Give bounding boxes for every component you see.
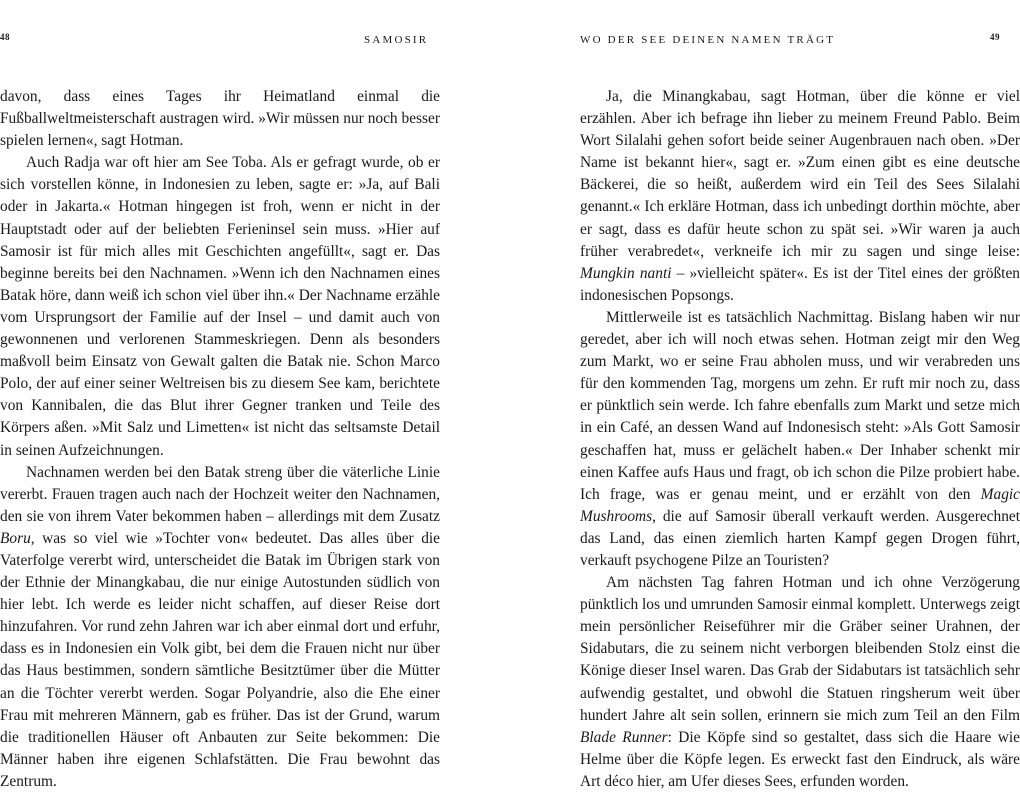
paragraph <box>0 152 440 461</box>
italic-film-title: Blade Runner <box>580 728 668 746</box>
right-running-head: WO DER SEE DEINEN NAMEN TRÄGT <box>580 34 836 46</box>
right-page <box>560 0 1020 800</box>
paragraph <box>580 307 1020 572</box>
text-segment: Auch Radja war oft hier am See Toba. Als er gefragt wurde, ob er sich vorstellen könne, in Indonesien zu leben, sagte er: »Ja, auf Bali oder in Jakarta.« Hotman hingegen ist froh, wenn er nicht in der Hauptstadt oder auf der beliebten Ferieninsel sein muss. »Hier auf Samosir ist für mich alles mit Geschichten angefüllt«, sagt er. Das beginne bereits bei den Nachnamen. »Wenn ich den Nachnamen eines Batak höre, dann weiß ich schon viel über ihn.« Der Nachname erzähle vom Ursprungsort der Familie auf der Insel – und damit auch von gewonnenen und verlorenen Stammeskriegen. Denn als besonders maßvoll beim Einsatz von Gewalt galten die Batak nie. Schon Marco Polo, der auf einer seiner Weltreisen bis zu diesem See kam, berichtete von Kannibalen, die das Blut ihrer Gegner tranken und Teile des Körpers aßen. »Mit Salz und Limetten« ist nicht das seltsamste Detail in seinen Aufzeichnungen. <box>0 154 440 459</box>
text-segment: , die auf Samosir überall verkauft werden. Ausgerechnet das Land, das einen ziemlich harten Kampf gegen Drogen führt, verkauft psychogene Pilze an Touristen? <box>580 507 1020 569</box>
left-page-number: 48 <box>0 32 10 42</box>
text-segment: Ja, die Minangkabau, sagt Hotman, über die könne er viel erzählen. Aber ich befrage ihn lieber zu meinem Freund Pablo. Beim Wort Silalahi gehen sofort beide seiner Augenbrauen nach oben. »Der Name ist bekannt hier«, sagt er. »Zum einen gibt es eine deutsche Bäckerei, die so heißt, außerdem wird ein Teil des Sees Silalahi genannt.« Ich erkläre Hotman, dass ich unbedingt dorthin möchte, aber er sagt, dass es dafür heute schon zu spät sei. »Wir waren ja auch früher verabredet«, verkneife ich mir zu sagen und singe leise: <box>580 88 1020 260</box>
left-page-header <box>0 34 440 54</box>
paragraph <box>0 462 440 793</box>
italic-term: Magic Mushrooms <box>580 485 1020 525</box>
left-page-text <box>0 86 440 793</box>
left-running-head: SAMOSIR <box>364 34 429 46</box>
right-page-number: 49 <box>990 32 1000 42</box>
text-segment: – »vielleicht später«. Es ist der Titel eines der größten indonesischen Popsongs. <box>580 264 1020 304</box>
right-page-text <box>580 86 1020 793</box>
text-segment: : Die Köpfe sind so gestaltet, dass sich die Haare wie Helme über die Köpfe legen. Es erweckt fast den Eindruck, als wäre Art déco hier, am Ufer dieses Sees, erfunden worden. <box>580 728 1020 790</box>
right-page-header <box>560 34 1000 54</box>
italic-song-title: Mungkin nanti <box>580 264 672 282</box>
text-segment: , was so viel wie »Tochter von« bedeutet. Das alles über die Vaterfolge vererbt wird, unterscheidet die Batak im Übrigen stark von der Ethnie der Minangkabau, die nur einige Autostunden südlich von hier lebt. Ich werde es leider nicht schaffen, auf dieser Reise dort hinzufahren. Vor rund zehn Jahren war ich aber einmal dort und erfuhr, dass es in Indonesien ein Volk gibt, bei dem die Frauen nicht nur über das Haus bestimmen, sondern sämtliche Besitztümer über die Mütter an die Töchter vererbt werden. Sogar Polyandrie, also die Ehe einer Frau mit mehreren Männern, gab es früher. Das ist der Grund, warum die traditionellen Häuser oft Anbauten zur Seite bekommen: Die Männer haben ihre eigenen Schlafstätten. Die Frau bewohnt das Zentrum. <box>0 529 440 790</box>
left-page <box>0 0 440 800</box>
text-segment: Am nächsten Tag fahren Hotman und ich ohne Verzögerung pünktlich los und umrunden Samosir einmal komplett. Unterwegs zeigt mein persönlicher Reiseführer mir die Gräber seiner Urahnen, der Sidabutars, die zu seinem nicht verborgen bleibenden Stolz einst die Könige dieser Insel waren. Das Grab der Sidabutars ist tatsächlich sehr aufwendig gestaltet, und obwohl die Statuen ringsherum weit über hundert Jahre alt sein sollen, erinnern sie mich zum Teil an den Film <box>580 574 1020 724</box>
text-segment: davon, dass eines Tages ihr Heimatland einmal die Fußballweltmeisterschaft austragen wird. »Wir müssen nur noch besser spielen lernen«, sagt Hotman. <box>0 88 440 150</box>
paragraph <box>580 86 1020 307</box>
paragraph <box>0 86 440 152</box>
paragraph <box>580 572 1020 793</box>
italic-term: Boru <box>0 529 31 547</box>
text-segment: Nachnamen werden bei den Batak streng über die väterliche Linie vererbt. Frauen tragen auch nach der Hochzeit weiter den Nachnamen, den sie von ihrem Vater bekommen haben – allerdings mit dem Zusatz <box>0 463 440 525</box>
text-segment: Mittlerweile ist es tatsächlich Nachmittag. Bislang haben wir nur geredet, aber ich will noch etwas sehen. Hotman zeigt mir den Weg zum Markt, wo er seine Frau abholen muss, und wir verabreden uns für den kommenden Tag, morgens um zehn. Er ruft mir noch zu, dass er pünktlich sein werde. Ich fahre ebenfalls zum Markt und setze mich in ein Café, an dessen Wand auf Indonesisch steht: »Als Gott Samosir geschaffen hat, muss er gelächelt haben.« Der Inhaber schenkt mir einen Kaffee aufs Haus und fragt, ob ich schon die Pilze probiert habe. Ich frage, was er genau meint, und er erzählt von den <box>580 308 1020 503</box>
